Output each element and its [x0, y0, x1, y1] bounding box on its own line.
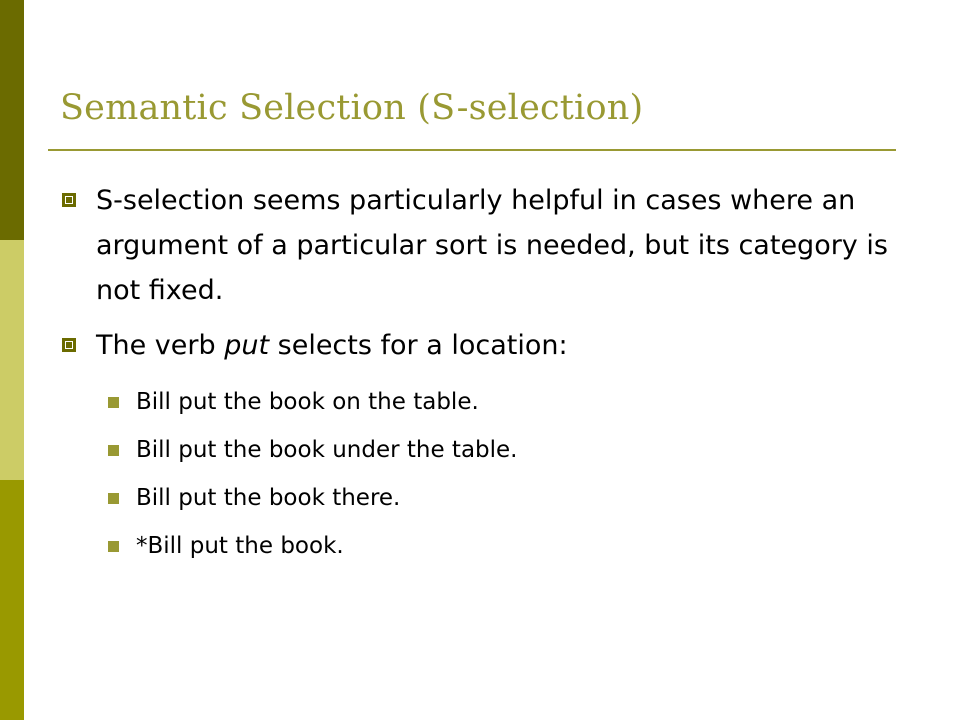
square-bullet-icon	[62, 193, 76, 207]
bullet-text-2-post: selects for a location:	[269, 330, 568, 361]
example-text-1: Bill put the book on the table.	[136, 389, 479, 415]
bar-segment-mid	[0, 480, 24, 720]
example-text-4: *Bill put the book.	[136, 533, 344, 559]
small-square-bullet-icon	[108, 493, 119, 504]
slide-body	[60, 178, 900, 570]
square-bullet-icon	[62, 338, 76, 352]
bar-segment-dark	[0, 0, 24, 240]
slide-title: Semantic Selection (S-selection)	[60, 88, 644, 128]
bullet-text-2-pre: The verb	[96, 330, 225, 361]
title-divider	[48, 149, 896, 151]
left-decorative-bar	[0, 0, 24, 720]
bullet-item-2	[60, 323, 900, 368]
bar-segment-light	[0, 240, 24, 480]
bullet-item-1	[60, 178, 900, 313]
example-item-1	[60, 378, 900, 426]
example-item-3	[60, 474, 900, 522]
small-square-bullet-icon	[108, 445, 119, 456]
example-text-2: Bill put the book under the table.	[136, 437, 518, 463]
small-square-bullet-icon	[108, 541, 119, 552]
small-square-bullet-icon	[108, 397, 119, 408]
example-item-4	[60, 522, 900, 570]
bullet-text-1: S-selection seems particularly helpful in cases where an argument of a particular sort is needed, but its category is not fixed.	[96, 185, 888, 306]
example-text-3: Bill put the book there.	[136, 485, 401, 511]
example-item-2	[60, 426, 900, 474]
bullet-text-2-verb: put	[224, 330, 270, 361]
